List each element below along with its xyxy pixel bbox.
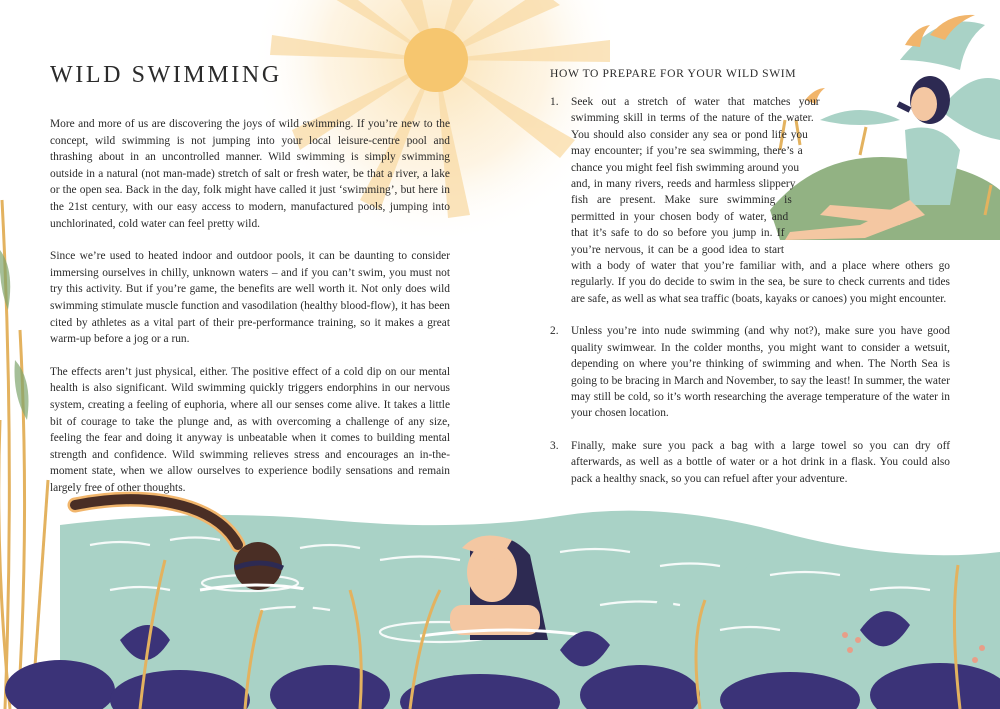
prep-step-item	[550, 438, 950, 487]
step-number: 3.	[550, 439, 559, 452]
step-text: Finally, make sure you pack a bag with a large towel so you can dry off afterwards, as well as a bottle of water or a hot drink in a flask. You could also pack a healthy snack, so you can refuel after your adventure.	[571, 439, 950, 485]
step-text: Seek out a stretch of water that matches your swimming skill in terms of the nature of the water. You should also consider any sea or pond life you may encounter; if you’re sea swimming, there’s a chance you might feel fish swimming around you and, in many rivers, reeds and harmless slippery fish are present. Make sure swimming is permitted in your chosen body of water, and that it’s safe to do so before you jump in. If you’re nervous, it can be a good idea to start with a body of water that you’re familiar with, and a place where others go regularly. If you do decide to swim in the sea, be sure to check currents and tides are safe, as well as what sea traffic (boats, kayaks or canoes) you might encounter.	[571, 96, 950, 305]
step-text: Unless you’re into nude swimming (and why not?), make sure you have good quality swimwear. In the colder months, you might want to consider a wetsuit, depending on where you’re thinking of swimming and when. The North Sea is going to be bracing in March and November, to say the least! In summer, the water may still be cold, so it’s worth researching the average temperature of the water in your chosen location.	[571, 325, 950, 420]
prep-heading: HOW TO PREPARE FOR YOUR WILD SWIM	[550, 67, 797, 80]
intro-paragraph: More and more of us are discovering the joys of wild swimming. If you’re new to the concept, wild swimming is not jumping into your local leisure-centre pool and thrashing about in an uncontrolled manner. Wild swimming is simply swimming outside in a natural (not man-made) stretch of salt or fresh water, be that a river, a lake or the open sea. Back in the day, folk might have called it just ‘swimming’, but here in the 21st century, with our easy access to modern, manufactured pools, jumping into unchlorinated, cold water can feel pretty wild.	[50, 118, 450, 230]
prep-steps-list	[550, 94, 950, 503]
intro-text-column	[50, 116, 450, 512]
prep-step-item	[550, 94, 950, 307]
step-number: 1.	[550, 96, 559, 108]
benefits-paragraph: Since we’re used to heated indoor and outdoor pools, it can be daunting to consider immersing ourselves in chilly, unknown waters – and if you can’t swim, you must not try this activity. But if you’re game, the benefits are well worth it. Not only does wild swimming stimulate muscle function and vasodilation (healthy blood-flow), it has been cited by athletes as a vital part of their pre-performance training, so it makes a great warm-up before a jog or a run.	[50, 250, 450, 346]
page-title: WILD SWIMMING	[50, 62, 282, 88]
mental-health-paragraph: The effects aren’t just physical, either. The positive effect of a cold dip on our mental health is also significant. Wild swimming quickly triggers endorphins in our nervous system, creating a feeling of euphoria, where all our senses come alive. It takes a little bit of courage to take the plunge and, as with overcoming a challenge of any size, feeling the fear and doing it anyway is unbeatable when it comes to building mental strength and confidence. Wild swimming relieves stress and encourages an in-the-moment state, when we allow ourselves to experience bodily sensations and remain largely free of other thoughts.	[50, 365, 450, 494]
prep-step-item	[550, 323, 950, 421]
step-number: 2.	[550, 325, 559, 338]
